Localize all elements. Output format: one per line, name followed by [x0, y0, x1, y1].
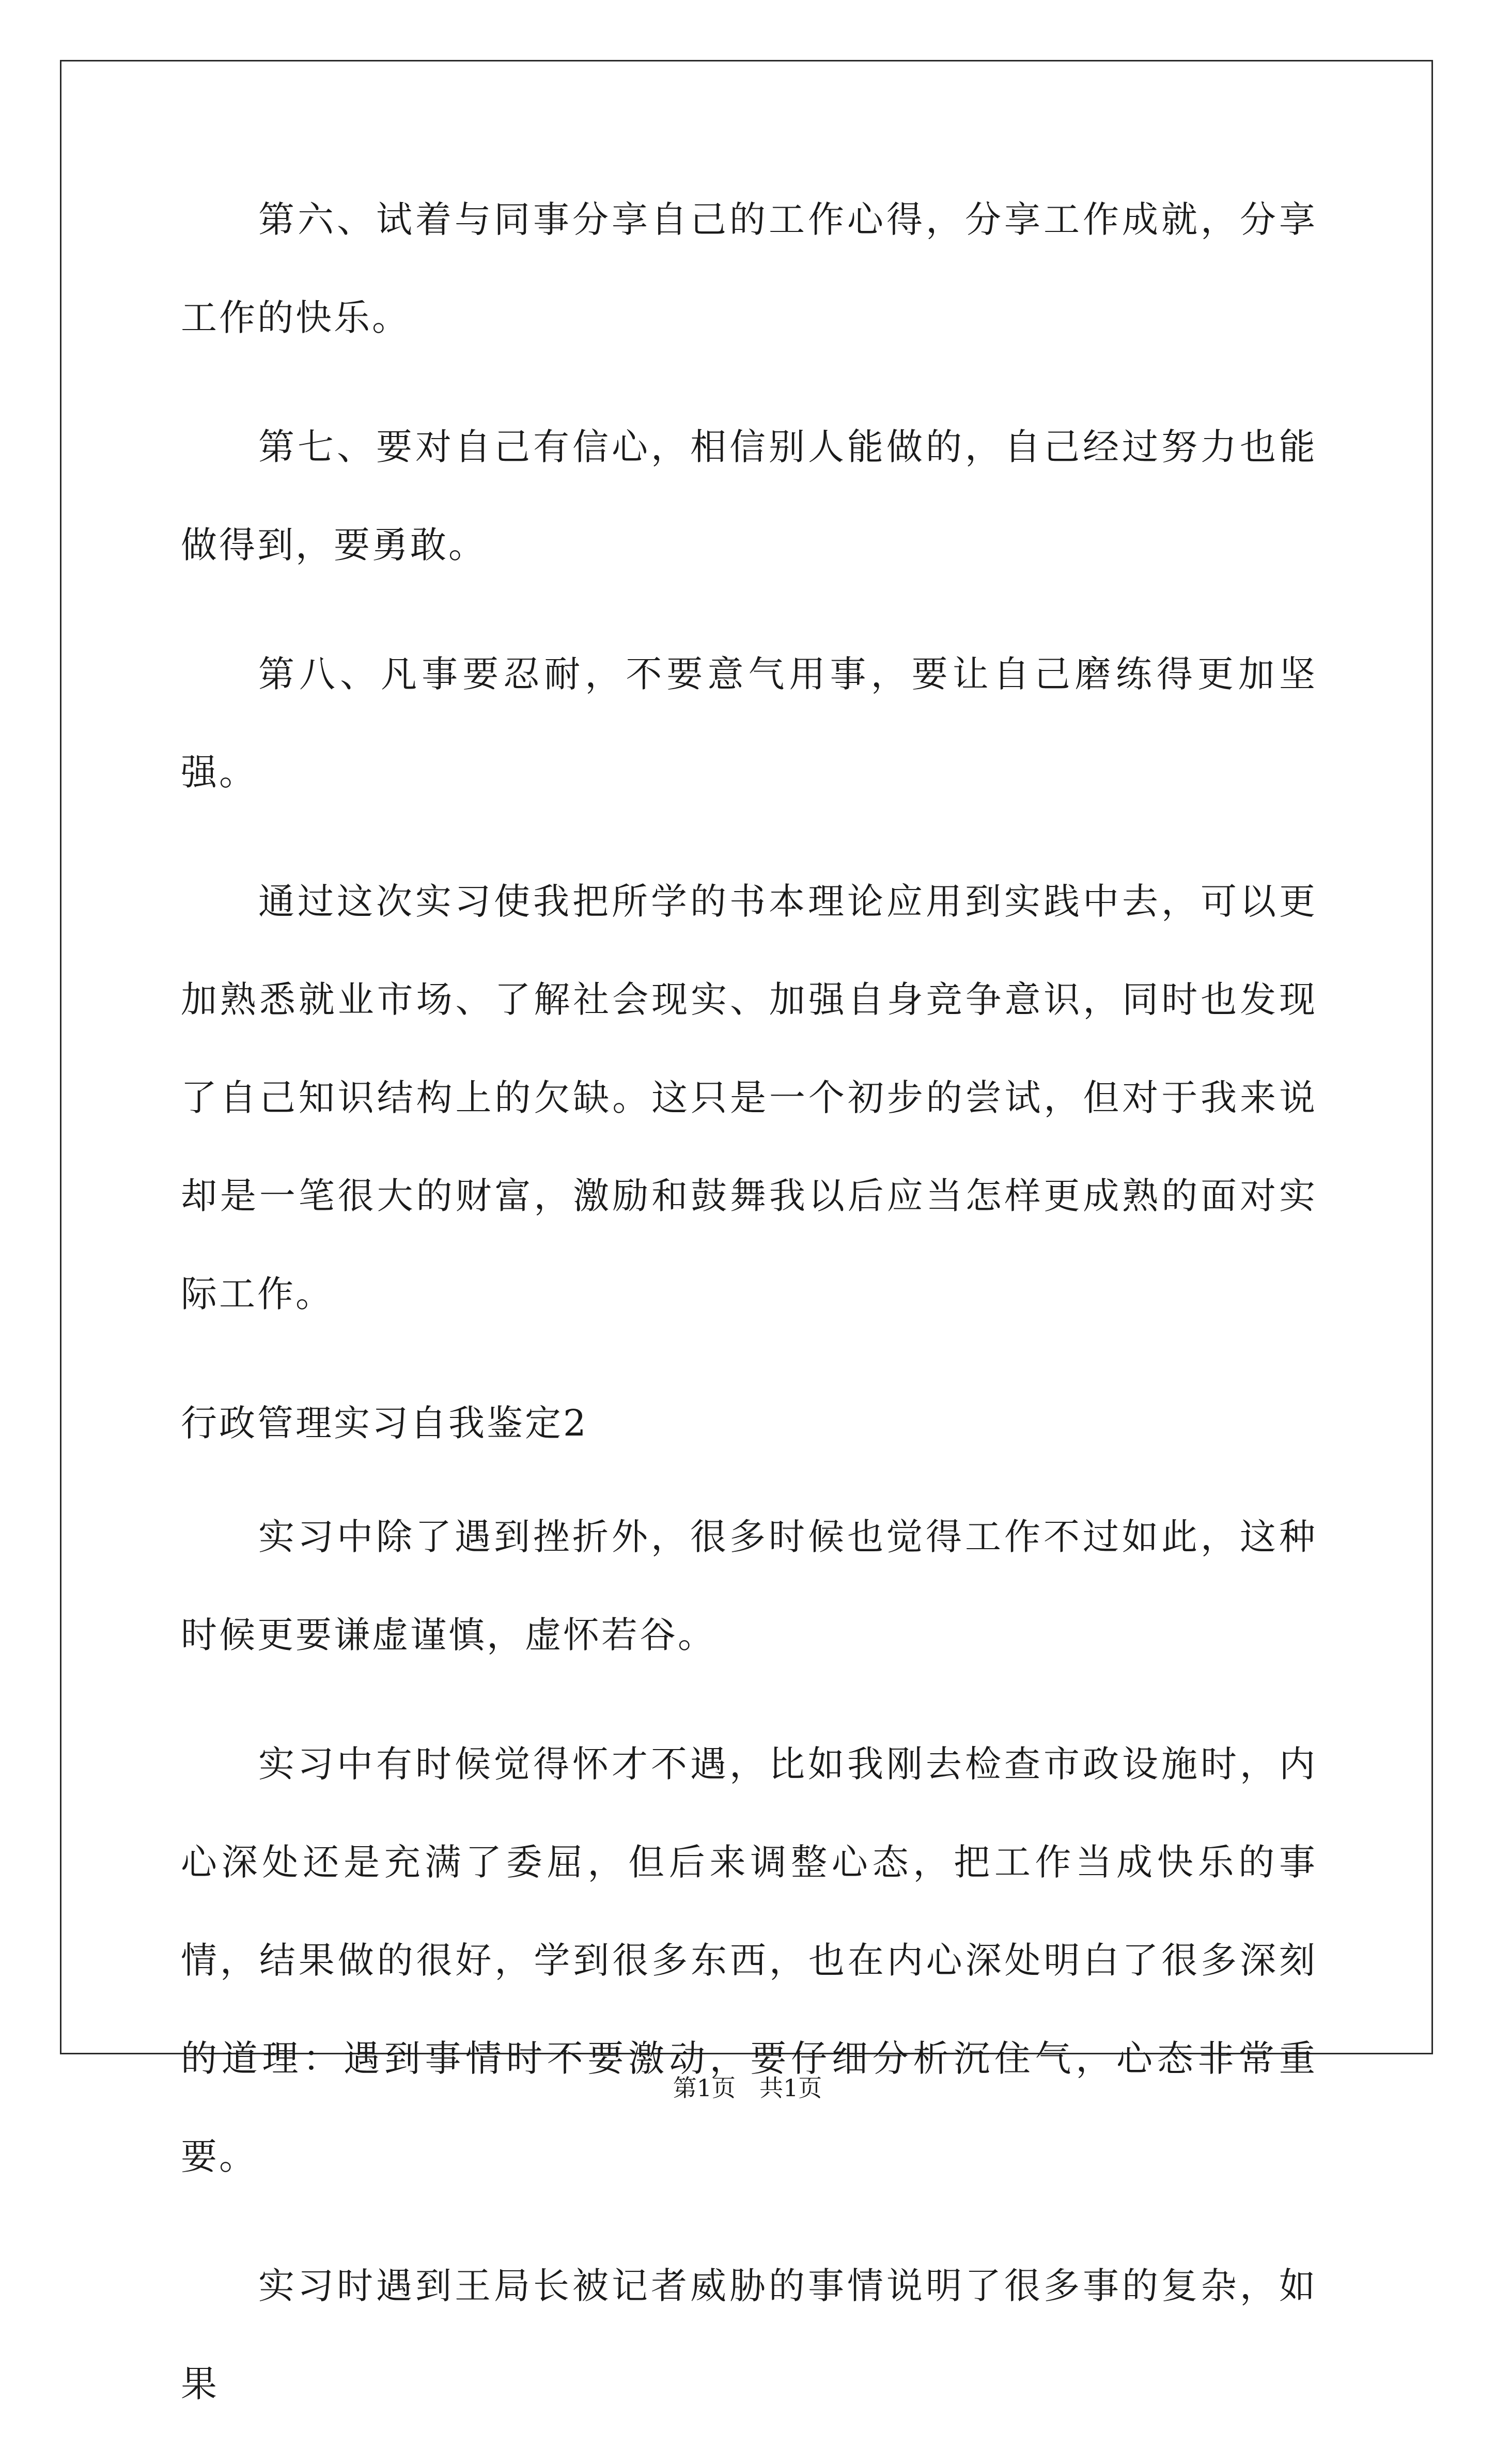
paragraph: 第六、试着与同事分享自己的工作心得，分享工作成就，分享工作的快乐。 [181, 198, 1317, 339]
paragraph: 实习中有时候觉得怀才不遇，比如我刚去检查市政设施时，内心深处还是充满了委屈，但后来调整心态，把工作当成快乐的事情，结果做的很好，学到很多东西，也在内心深处明白了很多深刻的道理：遇到事情时不要激动，要仔细分析沉住气，心态非常重要。 [181, 1743, 1317, 2178]
paragraph: 实习时遇到王局长被记者威胁的事情说明了很多事的复杂，如果 [181, 2265, 1317, 2405]
paragraph: 第七、要对自己有信心，相信别人能做的，自己经过努力也能做得到，要勇敢。 [181, 426, 1317, 566]
paragraph: 通过这次实习使我把所学的书本理论应用到实践中去，可以更加熟悉就业市场、了解社会现实、加强自身竞争意识，同时也发现了自己知识结构上的欠缺。这只是一个初步的尝试，但对于我来说却是一笔很大的财富，激励和鼓舞我以后应当怎样更成熟的面对实际工作。 [181, 880, 1317, 1315]
paragraph: 实习中除了遇到挫折外，很多时候也觉得工作不过如此，这种时候更要谦虚谨慎，虚怀若谷。 [181, 1516, 1317, 1656]
page-footer: 第1页 共1页 [673, 2074, 822, 2102]
paragraph: 第八、凡事要忍耐，不要意气用事，要让自己磨练得更加坚强。 [181, 653, 1317, 793]
document-body [181, 170, 1317, 2464]
section-heading: 行政管理实习自我鉴定2 [181, 1402, 588, 1444]
